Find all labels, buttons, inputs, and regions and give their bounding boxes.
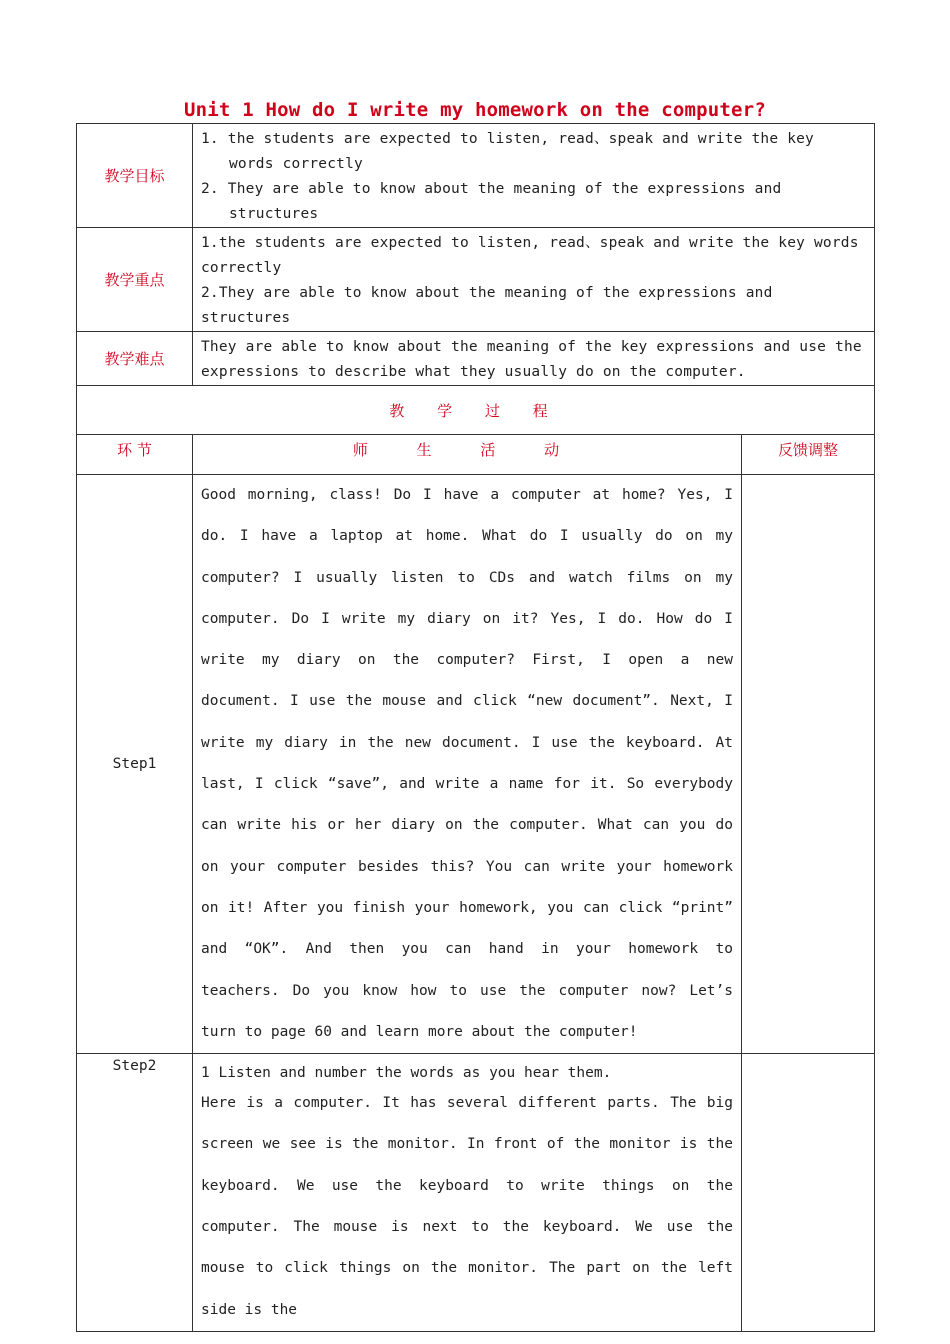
goals-content: [193, 124, 875, 228]
step2-feedback: [742, 1054, 875, 1332]
key-points-row: [77, 228, 875, 332]
column-header-row: [77, 435, 875, 475]
step1-feedback: [742, 475, 875, 1054]
document-title: Unit 1 How do I write my homework on the computer?: [184, 99, 766, 121]
process-heading-row: [77, 386, 875, 435]
goals-row: [77, 124, 875, 228]
col-header-activity: [193, 435, 742, 475]
lesson-plan-table: [76, 123, 875, 1332]
process-heading: [77, 386, 875, 435]
difficulties-row: [77, 332, 875, 386]
step2-heading: 1 Listen and number the words as you hear them.: [201, 1065, 612, 1082]
step2-activity: [193, 1054, 742, 1332]
key-points-content: [193, 228, 875, 332]
step1-row: [77, 475, 875, 1054]
step2-row: [77, 1054, 875, 1332]
difficulties-label: 教学难点: [77, 332, 193, 386]
goal-item-1: 1. the students are expected to listen, read、speak and write the key words correctly: [201, 131, 814, 172]
key-point-1: 1.the students are expected to listen, read、speak and write the key words correctly: [201, 235, 859, 276]
col-header-activity-text: 师 生 活 动: [352, 441, 582, 459]
difficulties-content: They are able to know about the meaning of the key expressions and use the expressions to describe what they usually do on the computer.: [193, 332, 875, 386]
step2-label: Step2: [77, 1054, 193, 1332]
step1-activity: Good morning, class! Do I have a computer at home? Yes, I do. I have a laptop at home. What do I usually do on my computer? I usually listen to CDs and watch films on my computer. Do I write my diary on it? Yes, I do. How do I write my diary on the computer? First, I open a new document. I use the mouse and click “new document”. Next, I write my diary in the new document. I use the keyboard. At last, I click “save”, and write a name for it. So everybody can write his or her diary on the computer. What can you do on your computer besides this? You can write your homework on it! After you finish your homework, you can click “print” and “OK”. And then you can hand in your homework to teachers. Do you know how to use the computer now? Let’s turn to page 60 and learn more about the computer!: [193, 475, 742, 1054]
lesson-plan-table-wrapper: [76, 123, 874, 1318]
goal-item-2: 2. They are able to know about the meaning of the expressions and structures: [201, 181, 782, 222]
goals-label: 教学目标: [77, 124, 193, 228]
col-header-feedback: 反馈调整: [742, 435, 875, 475]
step1-label: Step1: [77, 475, 193, 1054]
step2-text: Here is a computer. It has several different parts. The big screen we see is the monitor. In front of the monitor is the keyboard. We use the keyboard to write things on the computer. The mouse is next to the keyboard. We use the mouse to click things on the monitor. The part on the left side is the: [201, 1095, 733, 1318]
key-point-2: 2.They are able to know about the meaning of the expressions and structures: [201, 285, 773, 326]
process-heading-text: 教 学 过 程: [389, 401, 562, 420]
key-points-label: 教学重点: [77, 228, 193, 332]
col-header-section: 环 节: [77, 435, 193, 475]
